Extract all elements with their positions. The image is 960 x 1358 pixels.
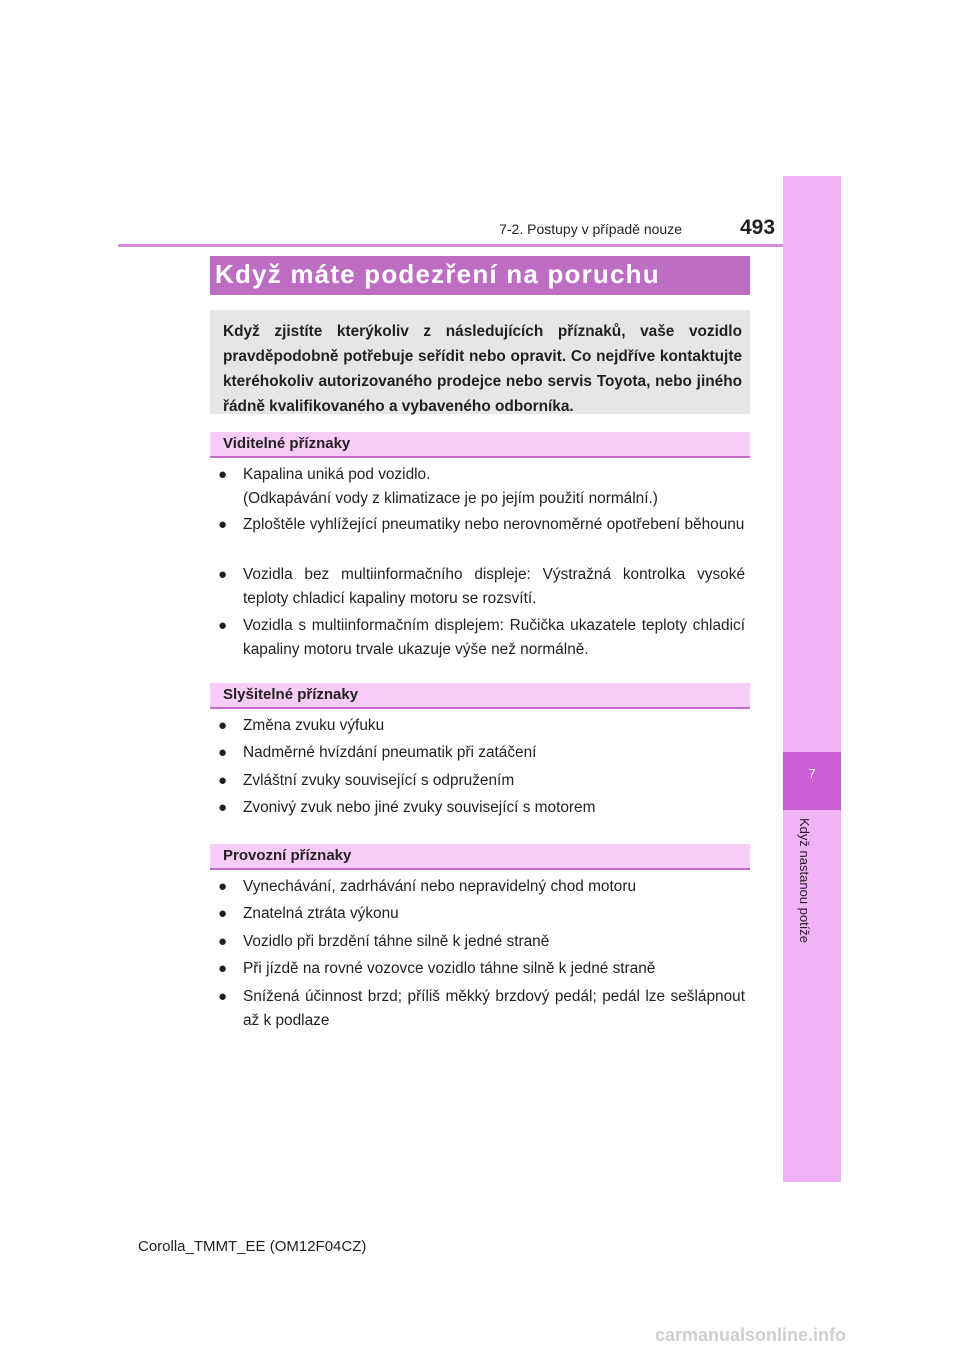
chapter-number-tab bbox=[783, 752, 841, 810]
bullet-icon: ● bbox=[218, 960, 228, 977]
intro-box bbox=[210, 310, 750, 414]
list-item: Vozidla bez multiinformačního displeje: Výstražná kontrolka vysoké teploty chladicí kapaliny motoru se rozsvítí. bbox=[243, 566, 745, 607]
list-item: Kapalina uniká pod vozidlo. bbox=[243, 466, 431, 483]
list-item: Změna zvuku výfuku bbox=[243, 717, 385, 734]
watermark: carmanualsonline.info bbox=[655, 1325, 847, 1345]
chapter-side-tab bbox=[783, 176, 841, 1182]
list-item-note: (Odkapávání vody z klimatizace je po jejím použití normální.) bbox=[243, 490, 658, 507]
bullet-icon: ● bbox=[218, 878, 228, 895]
page-title: Když máte podezření na poruchu bbox=[215, 259, 660, 289]
list-item: Vynechávání, zadrhávání nebo nepravidelný chod motoru bbox=[243, 878, 637, 895]
page-number: 493 bbox=[740, 216, 776, 239]
bullet-icon: ● bbox=[218, 772, 228, 789]
list-item: Snížená účinnost brzd; příliš měkký brzdový pedál; pedál lze sešlápnout až k podlaze bbox=[243, 988, 745, 1029]
list-item: Zvláštní zvuky související s odpružením bbox=[243, 772, 515, 789]
bullet-icon: ● bbox=[218, 617, 228, 634]
section-heading-operational: Provozní příznaky bbox=[223, 847, 352, 864]
bullet-icon: ● bbox=[218, 466, 228, 483]
document-footer: Corolla_TMMT_EE (OM12F04CZ) bbox=[138, 1238, 367, 1255]
section-heading-audible: Slyšitelné příznaky bbox=[223, 686, 359, 703]
bullet-icon: ● bbox=[218, 799, 228, 816]
section-reference: 7-2. Postupy v případě nouze bbox=[499, 221, 682, 237]
bullet-icon: ● bbox=[218, 717, 228, 734]
bullet-icon: ● bbox=[218, 516, 228, 533]
list-item: Znatelná ztráta výkonu bbox=[243, 905, 399, 922]
list-item: Nadměrné hvízdání pneumatik při zatáčení bbox=[243, 744, 537, 761]
bullet-icon: ● bbox=[218, 988, 228, 1005]
list-item: Vozidla s multiinformačním displejem: Ručička ukazatele teploty chladicí kapaliny motoru trvale ukazuje výše než normálně. bbox=[243, 617, 745, 658]
section-heading-visible: Viditelné příznaky bbox=[223, 435, 351, 452]
chapter-number: 7 bbox=[808, 766, 816, 781]
list-item: Zploštěle vyhlížející pneumatiky nebo nerovnoměrné opotřebení běhounu bbox=[243, 516, 745, 533]
intro-text: Když zjistíte kterýkoliv z následujících příznaků, vaše vozidlo pravděpodobně potřebuje seřídit nebo opravit. Co nejdříve kontaktujte kteréhokoliv autorizovaného prodejce nebo servis Toyota, nebo jiného řádně kvalifikovaného a vybaveného odborníka. bbox=[223, 323, 742, 415]
bullet-icon: ● bbox=[218, 566, 228, 583]
list-item: Při jízdě na rovné vozovce vozidlo táhne silně k jedné straně bbox=[243, 960, 656, 977]
bullet-icon: ● bbox=[218, 905, 228, 922]
chapter-label: Když nastanou potíže bbox=[797, 818, 812, 944]
list-item: Zvonivý zvuk nebo jiné zvuky související s motorem bbox=[243, 799, 596, 816]
header-rule bbox=[118, 244, 783, 247]
bullet-icon: ● bbox=[218, 744, 228, 761]
list-item: Vozidlo při brzdění táhne silně k jedné straně bbox=[243, 933, 550, 950]
bullet-icon: ● bbox=[218, 933, 228, 950]
